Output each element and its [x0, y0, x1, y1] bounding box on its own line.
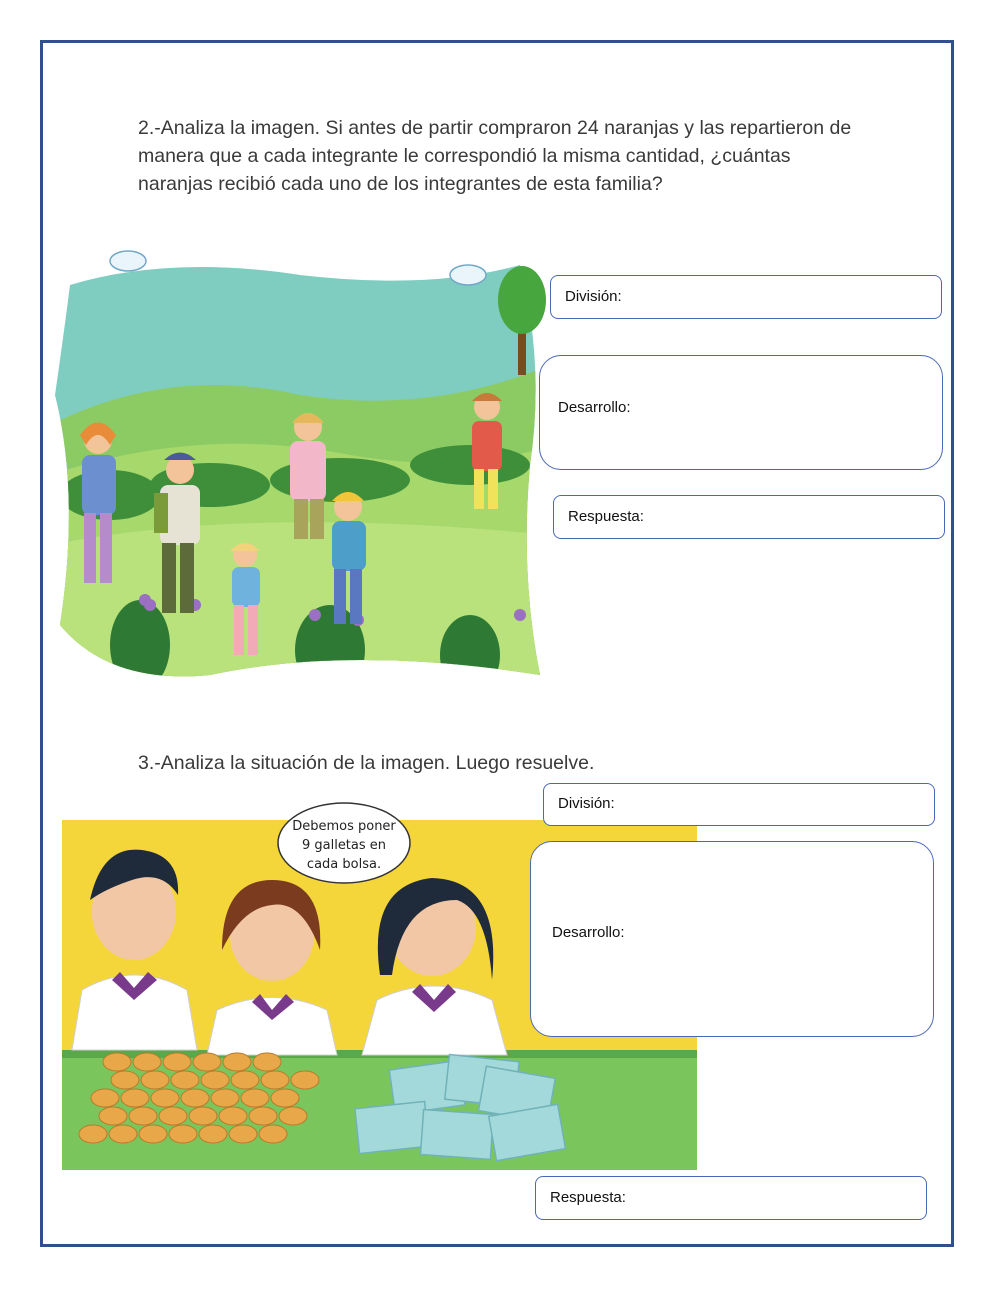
speech-line-2: 9 galletas en	[301, 838, 387, 853]
cookie	[201, 1071, 229, 1089]
question-2-text: 2.-Analiza la imagen. Si antes de partir compraron 24 naranjas y las repartieron de manera que a cada integrante le correspondió la misma cantidad, ¿cuántas naranjas recibió cada uno de los integrantes de esta familia?	[138, 117, 852, 195]
desarrollo-box-q2[interactable]	[539, 355, 943, 470]
cookie	[279, 1107, 307, 1125]
cookie	[249, 1107, 277, 1125]
cookie	[139, 1125, 167, 1143]
division-label-q3: División:	[558, 795, 615, 812]
desarrollo-label-q2: Desarrollo:	[558, 399, 631, 416]
respuesta-label-q3: Respuesta:	[550, 1189, 626, 1206]
cookie	[241, 1089, 269, 1107]
cookie	[159, 1107, 187, 1125]
question-3-text: 3.-Analiza la situación de la imagen. Luego resuelve.	[138, 752, 595, 774]
cookie	[231, 1071, 259, 1089]
division-box-q3[interactable]	[543, 783, 935, 826]
cookie	[259, 1125, 287, 1143]
cookie	[151, 1089, 179, 1107]
cookie	[163, 1053, 191, 1071]
cookie	[133, 1053, 161, 1071]
cookie	[79, 1125, 107, 1143]
cookie	[141, 1071, 169, 1089]
respuesta-input-q2[interactable]	[659, 504, 938, 532]
division-input-q2[interactable]	[641, 284, 935, 312]
cookie	[219, 1107, 247, 1125]
cookie	[171, 1071, 199, 1089]
cookie	[91, 1089, 119, 1107]
cookie	[291, 1071, 319, 1089]
cookie	[211, 1089, 239, 1107]
family-hiking-illustration	[50, 245, 550, 685]
desarrollo-input-q2[interactable]	[650, 370, 934, 459]
desarrollo-box-q3[interactable]	[530, 841, 934, 1037]
cookie	[189, 1107, 217, 1125]
cookie	[99, 1107, 127, 1125]
cookie	[169, 1125, 197, 1143]
cookie	[199, 1125, 227, 1143]
division-label-q2: División:	[565, 288, 622, 305]
cookie	[271, 1089, 299, 1107]
speech-line-1: Debemos poner	[292, 819, 396, 834]
respuesta-input-q3[interactable]	[641, 1185, 920, 1213]
cookie	[111, 1071, 139, 1089]
cookie	[223, 1053, 251, 1071]
respuesta-box-q2[interactable]	[553, 495, 945, 539]
cookie	[129, 1107, 157, 1125]
cookie	[261, 1071, 289, 1089]
cookie	[253, 1053, 281, 1071]
division-box-q2[interactable]	[550, 275, 942, 319]
desarrollo-input-q3[interactable]	[646, 858, 925, 1024]
speech-line-3: cada bolsa.	[306, 857, 382, 872]
respuesta-box-q3[interactable]	[535, 1176, 927, 1220]
respuesta-label-q2: Respuesta:	[568, 508, 644, 525]
cookie	[109, 1125, 137, 1143]
desarrollo-label-q3: Desarrollo:	[552, 924, 625, 941]
cookie	[193, 1053, 221, 1071]
cookie	[103, 1053, 131, 1071]
cookie	[229, 1125, 257, 1143]
cookie	[121, 1089, 149, 1107]
cookie	[181, 1089, 209, 1107]
division-input-q3[interactable]	[634, 792, 928, 820]
